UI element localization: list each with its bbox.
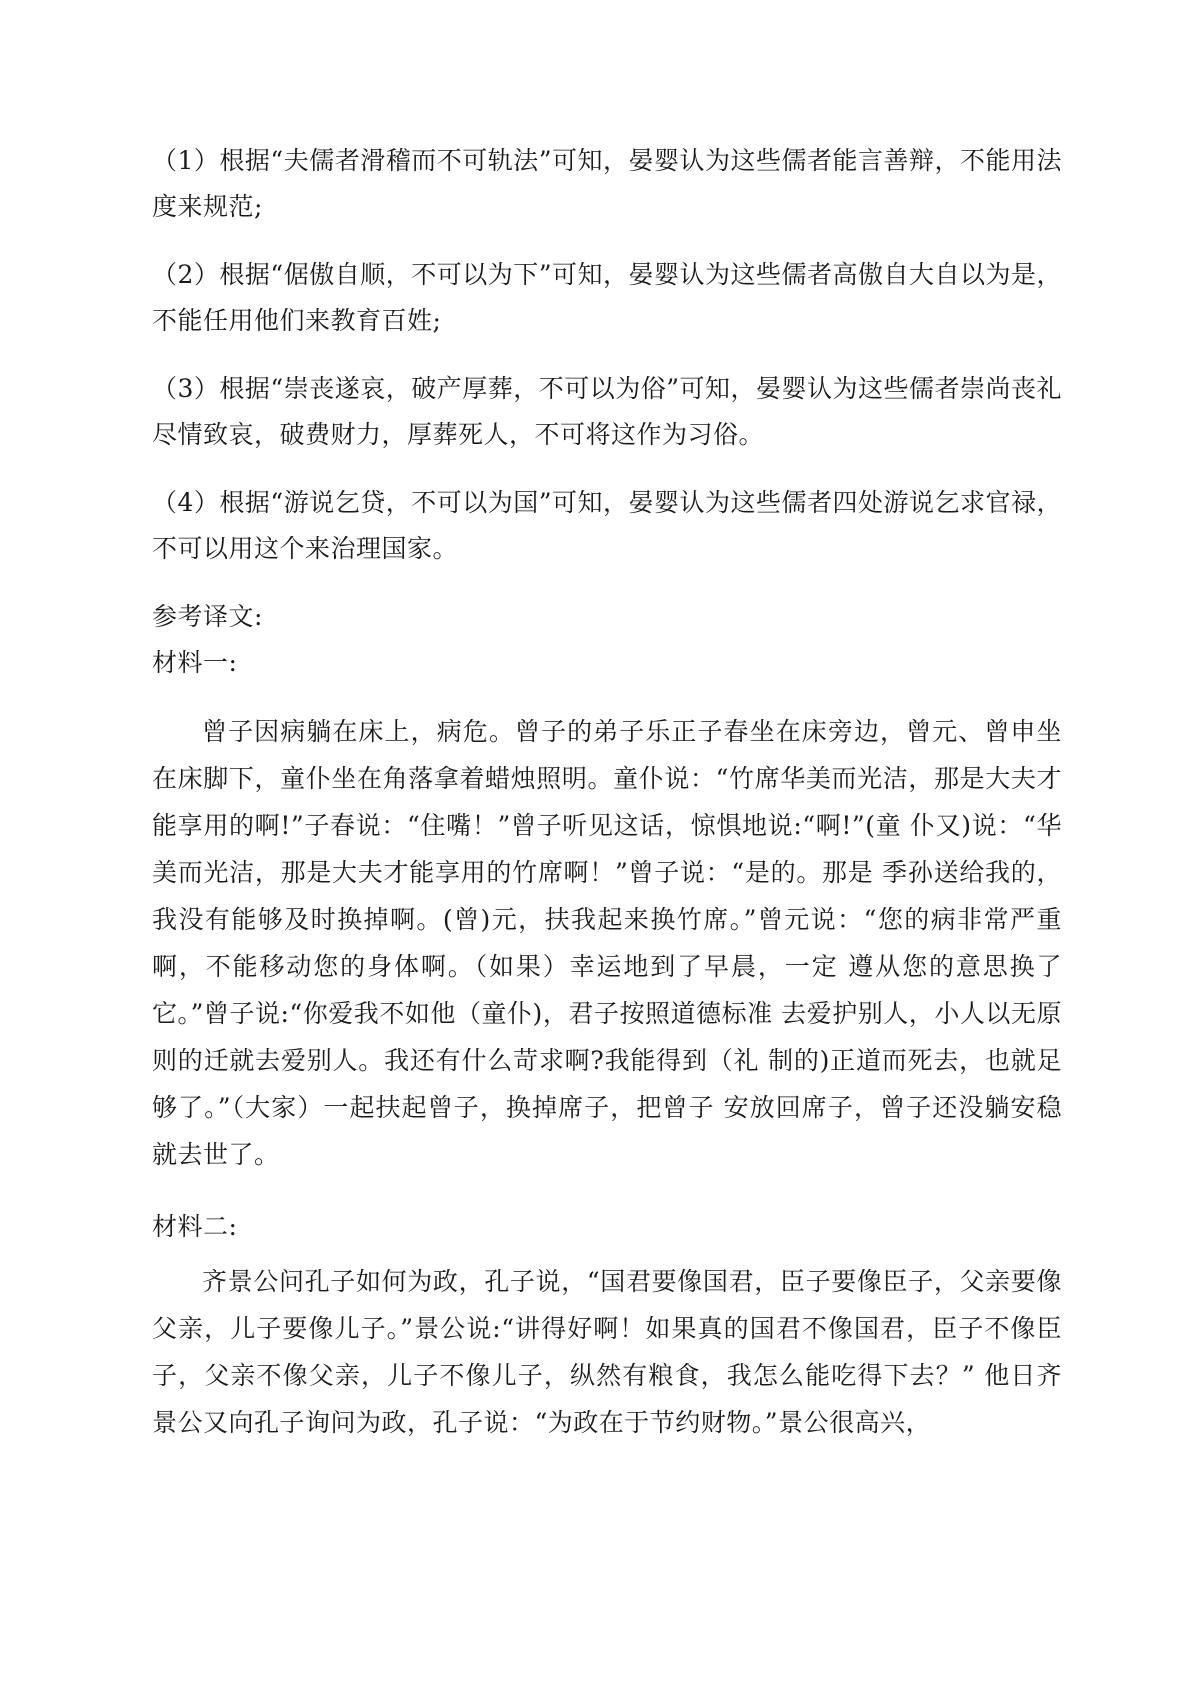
document-body [152, 138, 1062, 1446]
answer-item-1: （1）根据“夫儒者滑稽而不可轨法”可知，晏婴认为这些儒者能言善辩，不能用法度来规范; [152, 146, 1062, 221]
translation-heading: 参考译文: [152, 602, 263, 631]
answer-item-2: （2）根据“倨傲自顺，不可以为下”可知，晏婴认为这些儒者高傲自大自以为是，不能任用他们来教育百姓; [152, 260, 1062, 335]
material-2-text: 齐景公问孔子如何为政，孔子说，“国君要像国君，臣子要像臣子，父亲要像父亲，儿子要像儿子。”景公说:“讲得好啊！如果真的国君不像国君，臣子不像臣子，父亲不像父亲，儿子不像儿子，纵然有粮食，我怎么能吃得下去？” 他日齐景公又向孔子询问为政，孔子说：“为政在于节约财物。”景公很高兴， [152, 1267, 1062, 1437]
material-1-text: 曾子因病躺在床上，病危。曾子的弟子乐正子春坐在床旁边，曾元、曾申坐在床脚下，童仆坐在角落拿着蜡烛照明。童仆说：“竹席华美而光洁，那是大夫才能享用的啊!”子春说：“住嘴！”曾子听见这话，惊惧地说:“啊!”(童 仆又)说：“华美而光洁，那是大夫才能享用的竹席啊！”曾子说：“是的。那是 季孙送给我的，我没有能够及时换掉啊。(曾)元，扶我起来换竹席。”曾元说：“您的病非常严重啊，不能移动您的身体啊。（如果）幸运地到了早晨，一定 遵从您的意思换了它。”曾子说:“你爱我不如他（童仆)，君子按照道德标准 去爱护别人，小人以无原则的迁就去爱别人。我还有什么苛求啊?我能得到（礼 制的)正道而死去，也就足够了。”（大家）一起扶起曾子，换掉席子，把曾子 安放回席子，曾子还没躺安稳就去世了。 [152, 717, 1062, 1169]
answer-item-3: （3）根据“崇丧遂哀，破产厚葬，不可以为俗”可知，晏婴认为这些儒者崇尚丧礼尽情致哀，破费财力，厚葬死人，不可将这作为习俗。 [152, 374, 1062, 449]
answer-item-4: （4）根据“游说乞贷，不可以为国”可知，晏婴认为这些儒者四处游说乞求官禄，不可以用这个来治理国家。 [152, 488, 1062, 563]
material-1-label: 材料一: [152, 648, 238, 677]
material-2-label: 材料二: [152, 1212, 238, 1241]
